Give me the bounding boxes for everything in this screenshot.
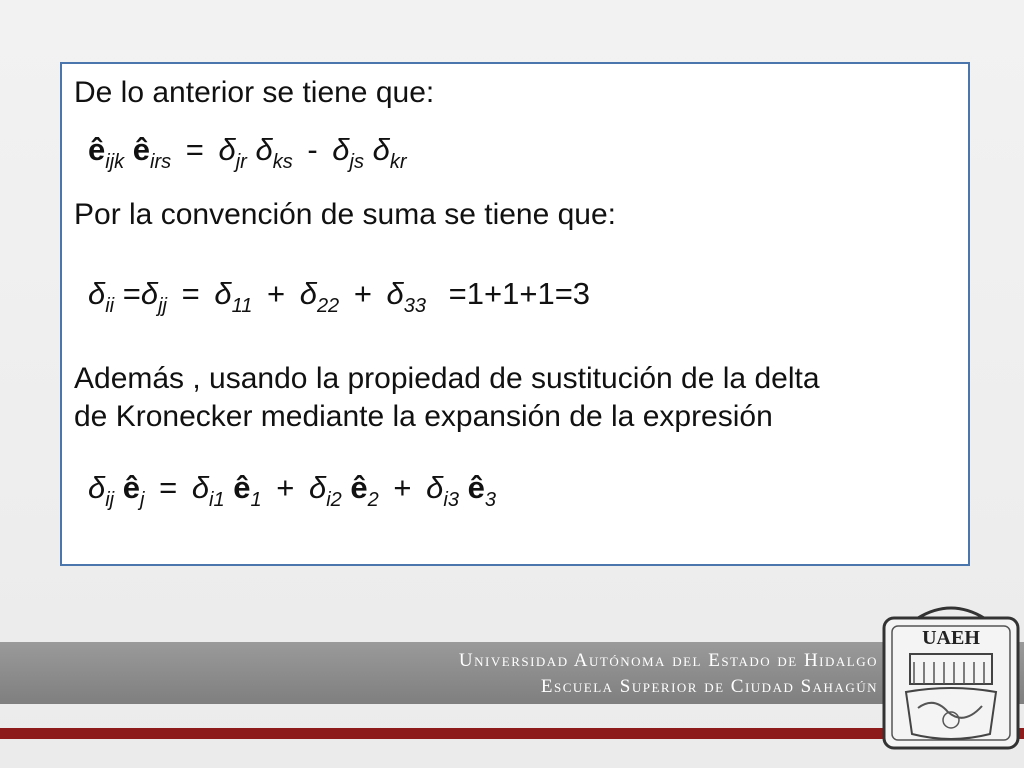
minus-sign: - [307,132,318,167]
university-name: Universidad Autónoma del Estado de Hidalgo [458,650,878,671]
equation-epsilon-delta [88,132,407,173]
subscript: irs [150,151,172,173]
equals-sign: = [122,276,141,311]
intro-text: De lo anterior se tiene que: [74,76,435,109]
delta-symbol: δ [332,132,350,167]
delta-symbol: δ [308,470,327,505]
equation-trace [88,276,591,317]
delta-symbol: δ [140,276,159,311]
delta-symbol: δ [88,276,106,311]
delta-symbol: δ [386,276,404,311]
subscript: ii [105,295,115,317]
subscript: ijk [105,151,125,173]
delta-symbol: δ [88,470,106,505]
substitution-text-2: de Kronecker mediante la expansión de la expresión [74,400,773,433]
plus-sign: + [266,276,286,311]
subscript: kr [389,151,407,173]
e-hat-symbol: ê [122,470,140,505]
subscript: ij [105,489,115,511]
plus-sign: + [353,276,372,311]
equals-sign: = [159,470,178,505]
delta-symbol: δ [299,276,317,311]
e-hat-symbol: ê [132,132,151,167]
subscript: 22 [316,295,340,317]
subscript: jj [158,295,167,317]
e-hat-symbol: ê [467,470,485,505]
subscript: i2 [326,489,342,511]
subscript: ks [272,151,293,173]
delta-symbol: δ [255,132,273,167]
subscript: js [349,151,364,173]
university-crest-logo [878,596,1024,756]
e-hat-symbol: ê [88,132,106,167]
subscript: 2 [367,489,379,511]
subscript: 11 [231,295,253,317]
subscript: 3 [484,489,496,511]
delta-symbol: δ [214,276,232,311]
delta-symbol: δ [426,470,444,505]
subscript: i3 [443,489,459,511]
plus-sign: + [393,470,412,505]
school-name: Escuela Superior de Ciudad Sahagún [540,676,878,697]
subscript: j [140,489,145,511]
footer-band [0,642,1024,704]
subscript: 1 [250,489,262,511]
e-hat-symbol: ê [233,470,251,505]
equals-sign: = [185,132,204,167]
red-stripe [0,728,1024,739]
content-box [60,62,970,566]
summation-text: Por la convención de suma se tiene que: [74,198,617,231]
subscript: jr [235,151,247,173]
equation-substitution [88,470,496,511]
subscript: i1 [209,489,225,511]
delta-symbol: δ [191,470,210,505]
trace-result: =1+1+1=3 [448,276,591,311]
e-hat-symbol: ê [350,470,368,505]
subscript: 33 [403,295,427,317]
delta-symbol: δ [372,132,390,167]
equals-sign: = [181,276,200,311]
delta-symbol: δ [218,132,236,167]
crest-monogram: UAEH [922,627,980,649]
substitution-text-1: Además , usando la propiedad de sustitución de la delta [74,362,820,395]
plus-sign: + [276,470,295,505]
